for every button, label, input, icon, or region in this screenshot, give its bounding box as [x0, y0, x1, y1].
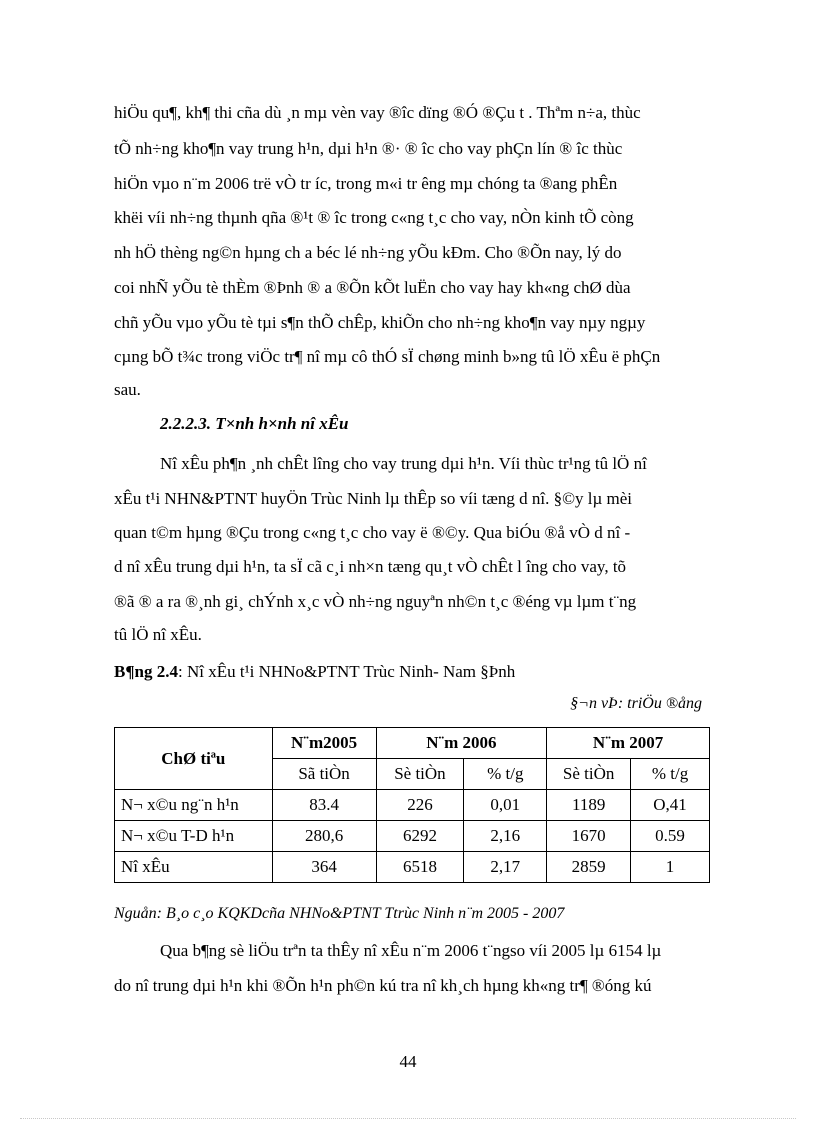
- page-number: 44: [399, 1052, 417, 1071]
- paragraph1-line: chñ yÕu vµo yÕu tè tµi s¶n thÕ chÊp, khiÕn cho nh÷ng kho¶n vay nµy ngµy: [114, 313, 646, 332]
- cell-2005: 83.4: [272, 790, 376, 821]
- cell-ratio-2007: 1: [631, 852, 710, 883]
- subheader-amount-2005: Sã tiÒn: [272, 759, 376, 790]
- paragraph2-line: d nî xÊu trung dµi h¹n, ta sÏ cã c¸i nh×n tæng qu¸t vÒ chÊt l îng cho vay, tõ: [114, 557, 627, 576]
- paragraph2-line: ®ã ® a ra ®¸nh gi¸ chÝnh x¸c vÒ nh÷ng nguyªn nh©n t¸c ®éng vµ lµm t¨ng: [114, 592, 637, 611]
- row-label: N¬ x©u T-D h¹n: [115, 821, 273, 852]
- paragraph1-line: coi nhÑ yÕu tè thÈm ®Þnh ® a ®Õn kÕt luËn cho vay hay kh«ng chØ dùa: [114, 278, 631, 297]
- table-row: [115, 790, 710, 821]
- subheader-ratio-2007: % t/g: [631, 759, 710, 790]
- cell-2005: 364: [272, 852, 376, 883]
- paragraph2-line: quan t©m hµng ®Çu trong c«ng t¸c cho vay ë ®©y. Qua biÓu ®å vÒ d nî -: [114, 523, 631, 542]
- table-row: [115, 852, 710, 883]
- paragraph1-line: sau.: [114, 380, 141, 399]
- table-row: [115, 821, 710, 852]
- subheader-ratio-2006: % t/g: [464, 759, 547, 790]
- header-year-2006: N¨m 2006: [376, 728, 547, 759]
- cell-2005: 280,6: [272, 821, 376, 852]
- cell-2007: 1189: [547, 790, 631, 821]
- section-heading: 2.2.2.3. T×nh h×nh nî xÊu: [160, 414, 349, 433]
- paragraph2-line: xÊu t¹i NHN&PTNT huyÖn Trùc Ninh lµ thÊp so víi tæng d nî. §©y lµ mèi: [114, 489, 633, 508]
- table-header-row: [115, 728, 710, 759]
- paragraph3-line: Qua b¶ng sè liÖu trªn ta thÊy nî xÊu n¨m 2006 t¨ngso víi 2005 lµ 6154 lµ: [160, 941, 662, 960]
- source-note: Nguån: B¸o c¸o KQKDcña NHNo&PTNT Ttrùc Ninh n¨m 2005 - 2007: [114, 905, 565, 922]
- cell-2007: 2859: [547, 852, 631, 883]
- cell-2007: 1670: [547, 821, 631, 852]
- header-indicator: ChØ tiªu: [115, 728, 273, 790]
- cell-2006: 6518: [376, 852, 464, 883]
- cell-ratio-2006: 0,01: [464, 790, 547, 821]
- cell-ratio-2007: O,41: [631, 790, 710, 821]
- subheader-amount-2007: Sè tiÒn: [547, 759, 631, 790]
- table-caption-label: B¶ng 2.4: [114, 662, 178, 681]
- bad-debt-table: [114, 727, 710, 883]
- paragraph1-line: hiÖu qu¶, kh¶ thi cña dù ¸n mµ vèn vay ®îc dïng ®Ó ®Çu t . Thªm n÷a, thùc: [114, 103, 641, 122]
- cell-ratio-2007: 0.59: [631, 821, 710, 852]
- cell-2006: 226: [376, 790, 464, 821]
- page-bottom-divider: [20, 1118, 796, 1119]
- row-label: Nî xÊu: [115, 852, 273, 883]
- paragraph1-line: cµng bÕ t¾c trong viÖc tr¶ nî mµ cô thÓ sÏ chøng minh b»ng tû lÖ xÊu ë phÇn: [114, 347, 661, 366]
- table-caption-text: : Nî xÊu t¹i NHNo&PTNT Trùc Ninh- Nam §Þnh: [177, 662, 516, 681]
- paragraph1-line: hiÖn vµo n¨m 2006 trë vÒ tr íc, trong m«i tr êng mµ chóng ta ®ang phÊn: [114, 174, 618, 193]
- subheader-amount-2006: Sè tiÒn: [376, 759, 464, 790]
- paragraph2-line: Nî xÊu ph¶n ¸nh chÊt lîng cho vay trung dµi h¹n. Víi thùc tr¹ng tû lÖ nî: [160, 454, 647, 473]
- table-caption: [114, 662, 515, 682]
- header-year-2005: N¨m2005: [272, 728, 376, 759]
- paragraph1-line: khëi víi nh÷ng thµnh qña ®¹t ® îc trong c«ng t¸c cho vay, nÒn kinh tÕ còng: [114, 208, 634, 227]
- row-label: N¬ x©u ng¨n h¹n: [115, 790, 273, 821]
- paragraph2-line: tû lÖ nî xÊu.: [114, 625, 202, 644]
- paragraph1-line: nh hÖ thèng ng©n hµng ch a béc lé nh÷ng yÕu kÐm. Cho ®Õn nay, lý do: [114, 243, 622, 262]
- paragraph1-line: tÕ nh÷ng kho¶n vay trung h¹n, dµi h¹n ®· ® îc cho vay phÇn lín ® îc thùc: [114, 139, 623, 158]
- cell-2006: 6292: [376, 821, 464, 852]
- header-year-2007: N¨m 2007: [547, 728, 710, 759]
- cell-ratio-2006: 2,17: [464, 852, 547, 883]
- cell-ratio-2006: 2,16: [464, 821, 547, 852]
- paragraph3-line: do nî trung dµi h¹n khi ®Õn h¹n ph©n kú tra nî kh¸ch hµng kh«ng tr¶ ®óng kú: [114, 976, 652, 995]
- unit-note: §¬n vÞ: triÖu ®ång: [570, 695, 702, 712]
